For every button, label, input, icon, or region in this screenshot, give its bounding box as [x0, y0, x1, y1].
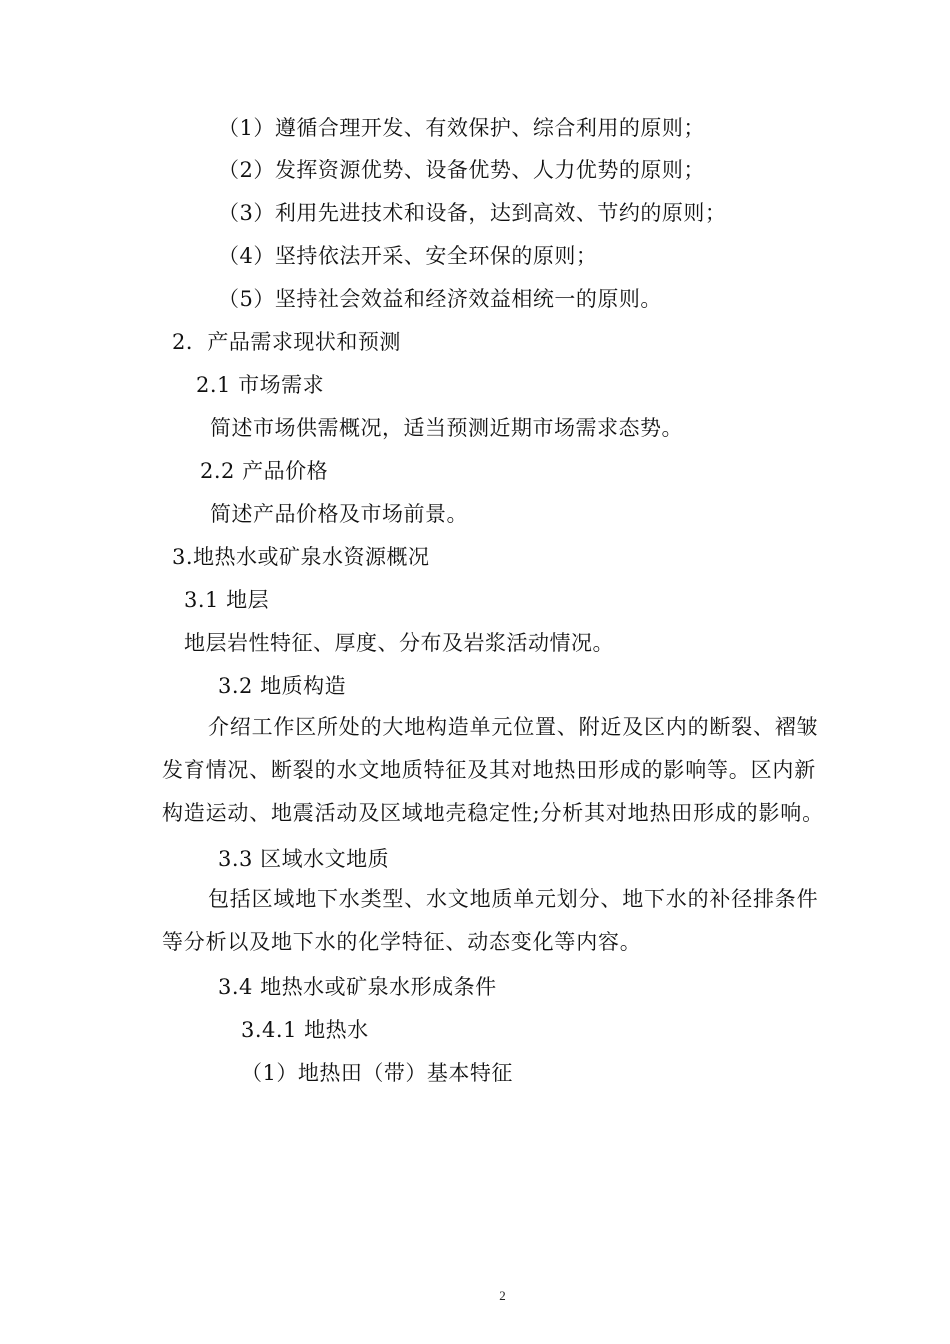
subsection-heading: 3.3 区域水文地质 — [218, 847, 390, 871]
body-text-line: 发育情况、断裂的水文地质特征及其对地热田形成的影响等。区内新 — [162, 758, 816, 782]
subsubsection-heading: 3.4.1 地热水 — [241, 1018, 369, 1042]
principle-item: （5）坚持社会效益和经济效益相统一的原则。 — [218, 287, 662, 311]
page-number: 2 — [499, 1288, 506, 1303]
principle-item: （3）利用先进技术和设备，达到高效、节约的原则； — [218, 201, 727, 225]
section-heading: 2．产品需求现状和预测 — [172, 330, 401, 354]
body-text-line: 构造运动、地震活动及区域地壳稳定性;分析其对地热田形成的影响。 — [162, 801, 824, 825]
body-text-line: 等分析以及地下水的化学特征、动态变化等内容。 — [162, 930, 642, 954]
section-heading: 3.地热水或矿泉水资源概况 — [172, 545, 430, 569]
principle-item: （1）遵循合理开发、有效保护、综合利用的原则； — [218, 116, 705, 140]
subsection-heading: 3.2 地质构造 — [218, 674, 347, 698]
body-text-line: 介绍工作区所处的大地构造单元位置、附近及区内的断裂、褶皱 — [208, 715, 819, 739]
body-text: 地层岩性特征、厚度、分布及岩浆活动情况。 — [184, 631, 614, 655]
principle-item: （2）发挥资源优势、设备优势、人力优势的原则； — [218, 158, 705, 182]
body-text: 简述产品价格及市场前景。 — [210, 502, 468, 526]
body-text: 简述市场供需概况，适当预测近期市场需求态势。 — [210, 416, 683, 440]
subsection-heading: 3.4 地热水或矿泉水形成条件 — [218, 975, 497, 999]
subsection-heading: 2.2 产品价格 — [200, 459, 329, 483]
principle-item: （4）坚持依法开采、安全环保的原则； — [218, 244, 598, 268]
body-text-line: 包括区域地下水类型、水文地质单元划分、地下水的补径排条件 — [208, 887, 819, 911]
subsection-heading: 3.1 地层 — [184, 588, 270, 612]
subsection-heading: 2.1 市场需求 — [196, 373, 325, 397]
list-item: （1）地热田（带）基本特征 — [241, 1061, 513, 1085]
